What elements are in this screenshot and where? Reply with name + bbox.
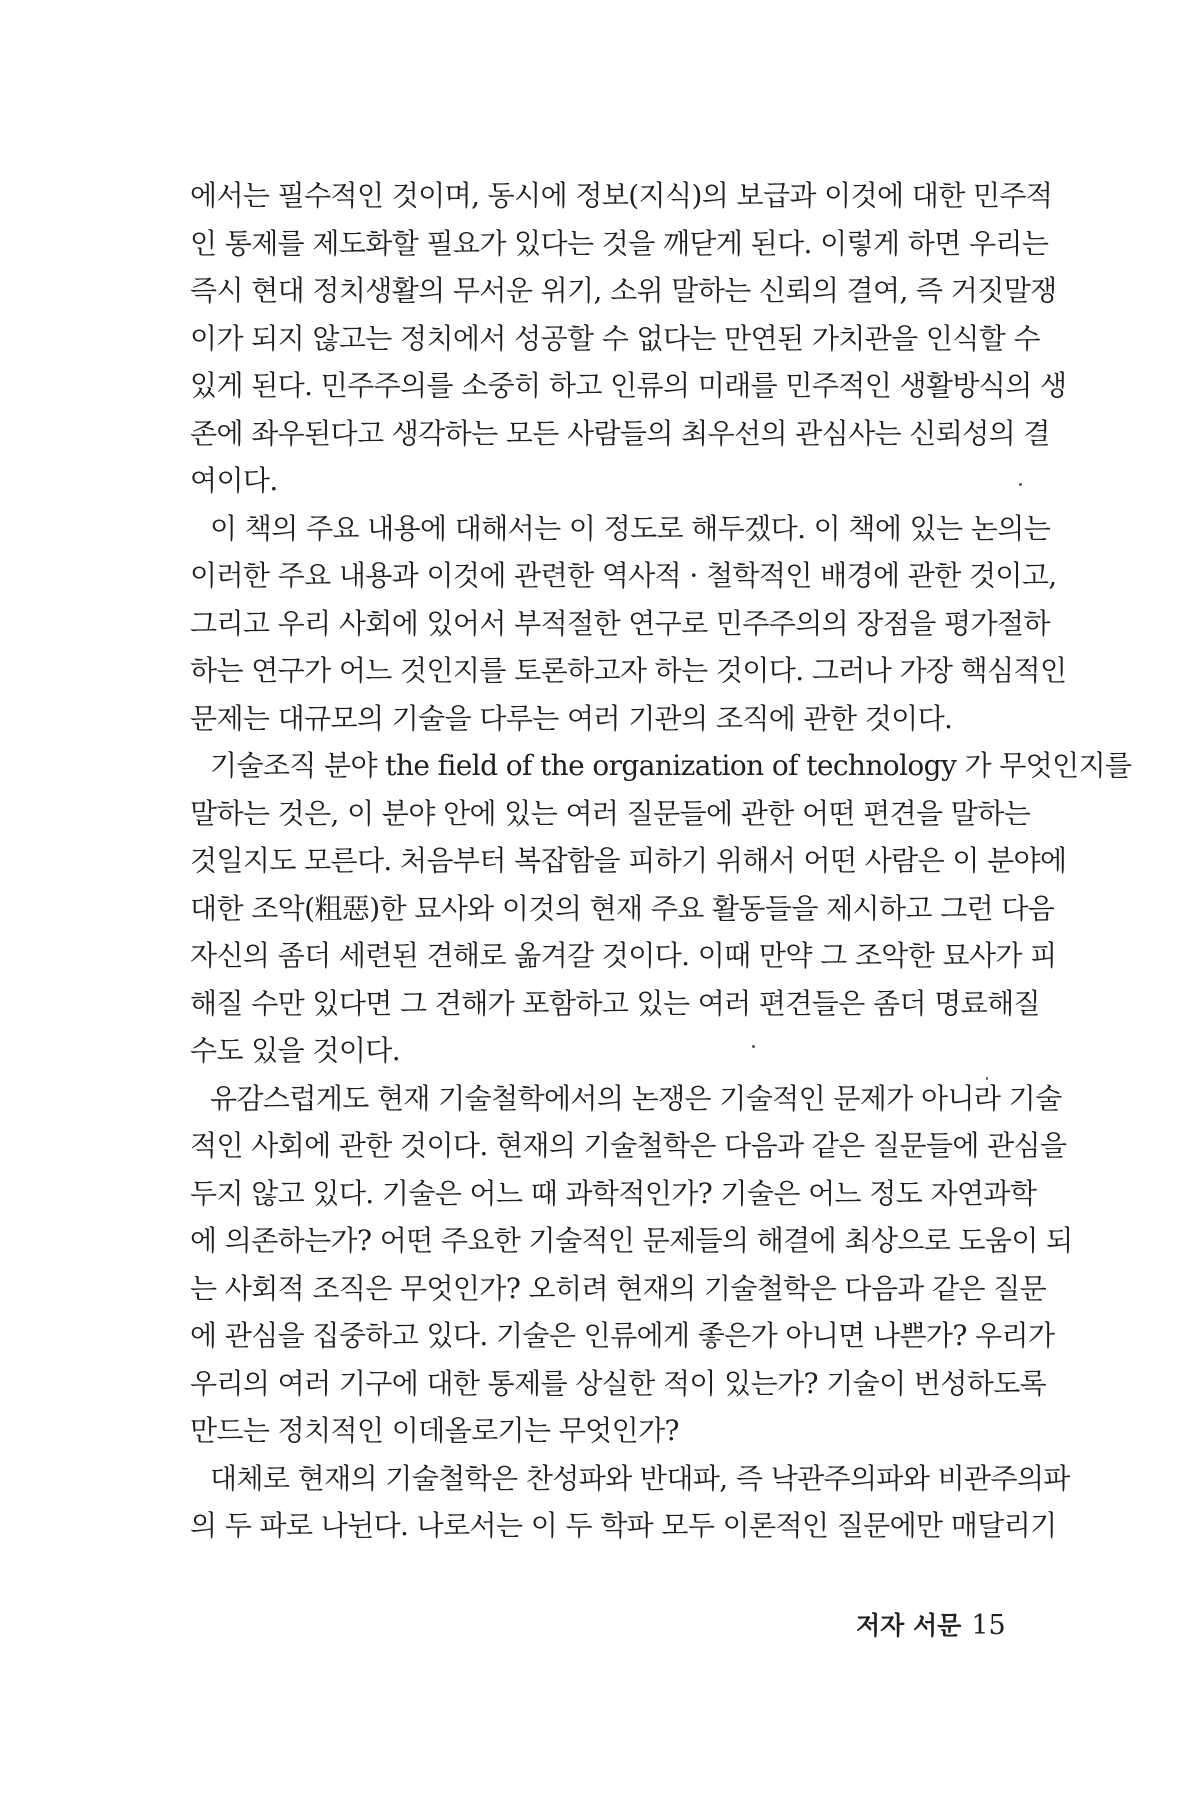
text-line: 이 책의 주요 내용에 대해서는 이 정도로 해두겠다. 이 책에 있는 논의는: [210, 511, 1051, 545]
text-line: 기술조직 분야 the field of the organization of technology 가 무엇인지를: [210, 749, 1132, 782]
text-line: 수도 있을 것이다.: [190, 1034, 401, 1067]
text-line: 이가 되지 않고는 정치에서 성공할 수 없다는 만연된 가치관을 인식할 수: [190, 321, 1040, 355]
text-line: 에 관심을 집중하고 있다. 기술은 인류에게 좋은가 아니면 나쁜가? 우리가: [190, 1319, 1055, 1352]
text-line: 하는 연구가 어느 것인지를 토론하고자 하는 것이다. 그러나 가장 핵심적인: [190, 654, 1067, 687]
text-line: 적인 사회에 관한 것이다. 현재의 기술철학은 다음과 같은 질문들에 관심을: [190, 1129, 1067, 1162]
text-line: 문제는 대규모의 기술을 다루는 여러 기관의 조직에 관한 것이다.: [190, 701, 953, 735]
text-line: 것일지도 모른다. 처음부터 복잡함을 피하기 위해서 어떤 사람은 이 분야에: [190, 844, 1067, 877]
scan-speck: [1019, 483, 1022, 486]
text-line: 대한 조악(粗惡)한 묘사와 이것의 현재 주요 활동들을 제시하고 그런 다음: [190, 891, 1055, 925]
footer-section-title: 저자 서문: [856, 1611, 962, 1640]
text-line: 만드는 정치적인 이데올로기는 무엇인가?: [190, 1414, 679, 1447]
scan-speck: [752, 1045, 755, 1048]
text-line: 대체로 현재의 기술철학은 찬성파와 반대파, 즉 낙관주의파와 비관주의파: [210, 1461, 1070, 1495]
text-line: 여이다.: [190, 464, 278, 497]
text-line: 두지 않고 있다. 기술은 어느 때 과학적인가? 기술은 어느 정도 자연과학: [190, 1176, 1037, 1210]
text-line: 에 의존하는가? 어떤 주요한 기술적인 문제들의 해결에 최상으로 도움이 되: [190, 1224, 1073, 1257]
scan-speck: [986, 1077, 988, 1080]
text-line: 존에 좌우된다고 생각하는 모든 사람들의 최우선의 관심사는 신뢰성의 결: [190, 416, 1050, 450]
text-line: 자신의 좀더 세련된 견해로 옮겨갈 것이다. 이때 만약 그 조악한 묘사가 피: [190, 939, 1057, 972]
text-line: 말하는 것은, 이 분야 안에 있는 여러 질문들에 관한 어떤 편견을 말하는: [190, 796, 1031, 830]
text-line: 인 통제를 제도화할 필요가 있다는 것을 깨닫게 된다. 이렇게 하면 우리는: [190, 226, 1049, 260]
running-footer: [856, 1606, 1006, 1642]
text-line: 있게 된다. 민주주의를 소중히 하고 인류의 미래를 민주적인 생활방식의 생: [190, 369, 1067, 402]
text-line: 이러한 주요 내용과 이것에 관련한 역사적 · 철학적인 배경에 관한 것이고,: [190, 559, 1057, 592]
text-line: 유감스럽게도 현재 기술철학에서의 논쟁은 기술적인 문제가 아니라 기술: [210, 1081, 1062, 1115]
page-number: 15: [971, 1610, 1006, 1641]
text-line: 그리고 우리 사회에 있어서 부적절한 연구로 민주주의의 장점을 평가절하: [190, 606, 1050, 640]
text-line: 우리의 여러 기구에 대한 통제를 상실한 적이 있는가? 기술이 번성하도록: [190, 1366, 1047, 1400]
text-line: 즉시 현대 정치생활의 무서운 위기, 소위 말하는 신뢰의 결여, 즉 거짓말쟁: [190, 274, 1057, 307]
body-text: [190, 172, 1132, 1550]
text-line: 해질 수만 있다면 그 견해가 포함하고 있는 여러 편견들은 좀더 명료해질: [190, 986, 1040, 1020]
text-line: 는 사회적 조직은 무엇인가? 오히려 현재의 기술철학은 다음과 같은 질문: [190, 1271, 1047, 1305]
text-line: 에서는 필수적인 것이며, 동시에 정보(지식)의 보급과 이것에 대한 민주적: [190, 179, 1053, 212]
text-line: 의 두 파로 나뉜다. 나로서는 이 두 학파 모두 이론적인 질문에만 매달리기: [190, 1509, 1057, 1542]
